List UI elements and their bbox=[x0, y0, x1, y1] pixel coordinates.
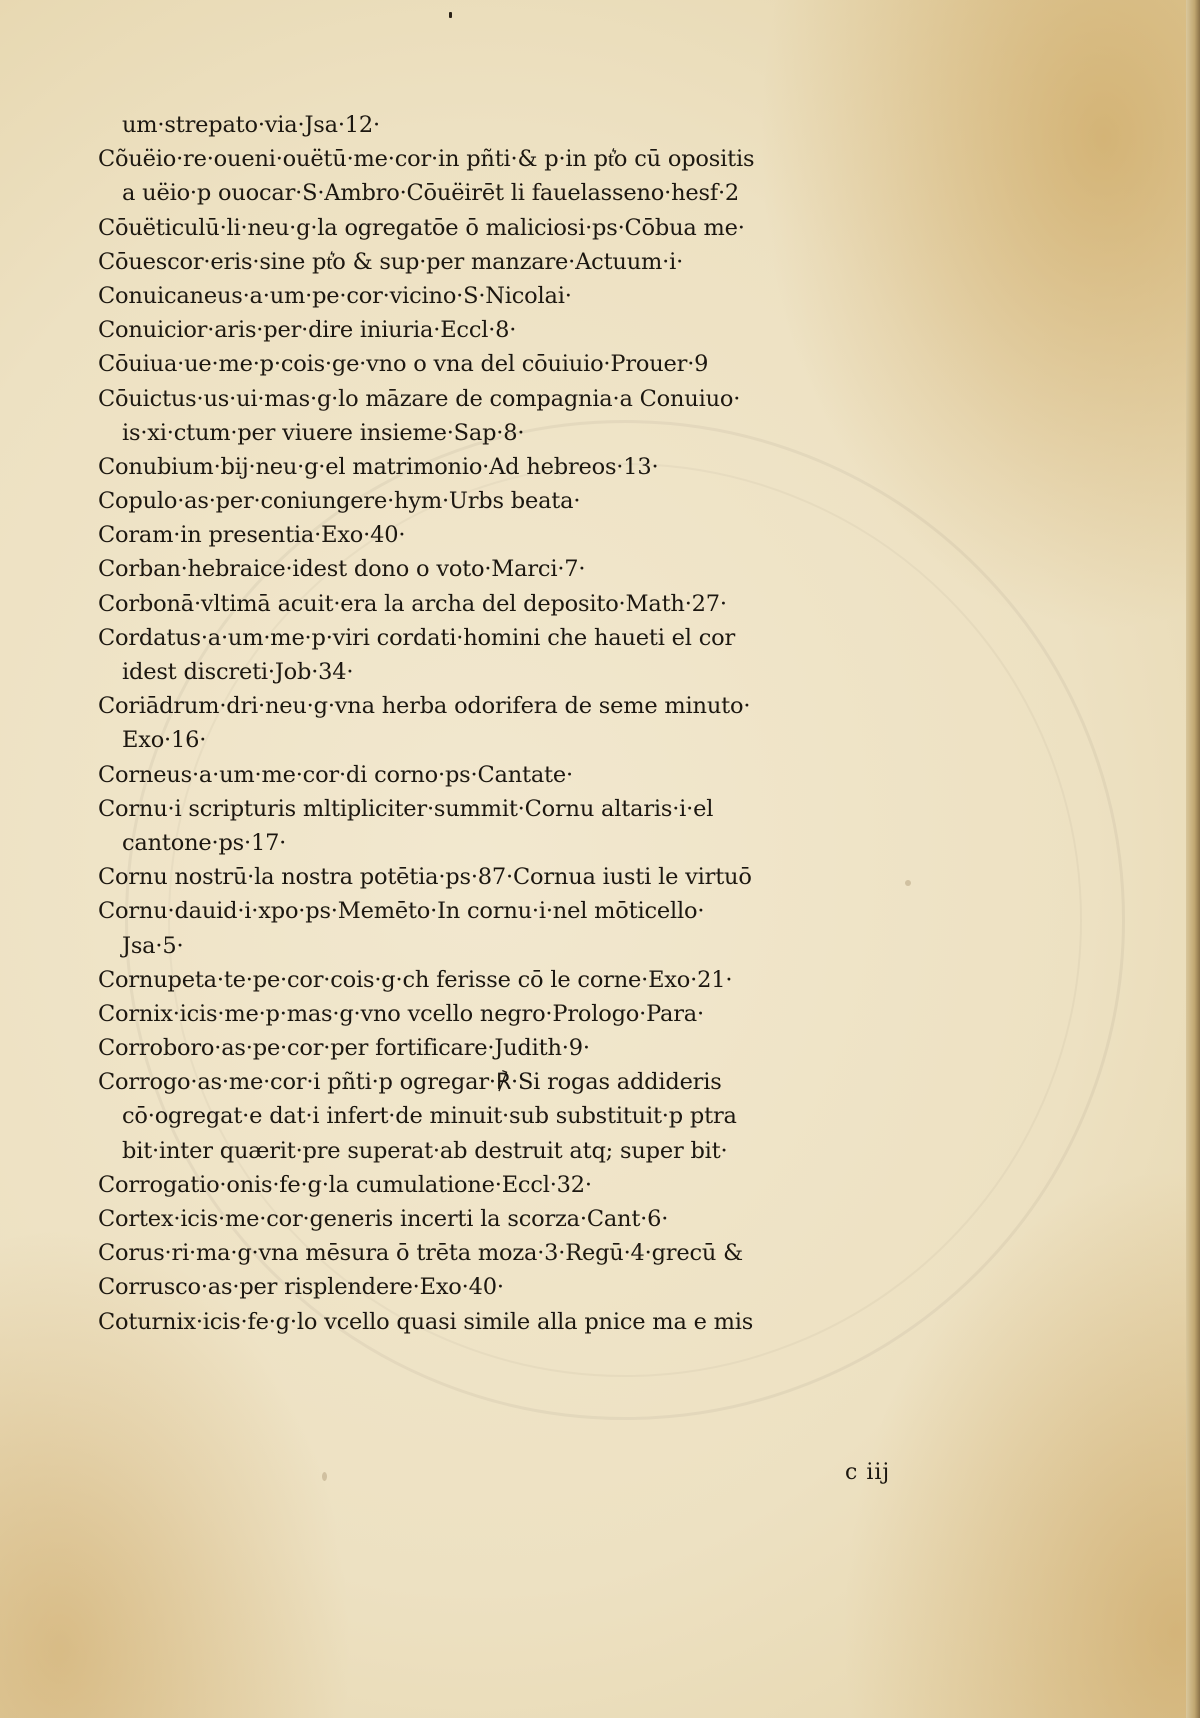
dictionary-entry-line: Corbonā·vltimā acuit·era la archa del deposito·Math·27· bbox=[98, 590, 727, 617]
dictionary-entry-line: Cōuiua·ue·me·p·cois·ge·vno o vna del cōuiuio·Prouer·9 bbox=[98, 351, 709, 378]
dictionary-entry-line: Cortex·icis·me·cor·generis incerti la scorza·Cant·6· bbox=[98, 1206, 669, 1232]
dictionary-entry-line: Corus·ri·ma·g·vna mēsura ō trēta moza·3·Regū·4·grecū & bbox=[98, 1240, 743, 1267]
dictionary-entry-line: Cornu nostrū·la nostra potētia·ps·87·Cornua iusti le virtuō bbox=[98, 864, 752, 891]
dictionary-entry-line: Cordatus·a·um·me·p·viri cordati·homini che haueti el cor bbox=[98, 624, 736, 651]
dictionary-entry-line: Corrogo·as·me·cor·i pñti·p ogregar·℟·Si rogas addideris bbox=[98, 1069, 722, 1096]
dictionary-entry-line: Corrusco·as·per risplendere·Exo·40· bbox=[98, 1274, 504, 1301]
signature-mark: c iij bbox=[845, 1460, 891, 1485]
dictionary-entry-line: Cornix·icis·me·p·mas·g·vno vcello negro·Prologo·Para· bbox=[98, 1000, 704, 1027]
dictionary-entry-line: Corrogatio·onis·fe·g·la cumulatione·Eccl·32· bbox=[98, 1171, 592, 1198]
dictionary-entry-line: Conuicior·aris·per·dire iniuria·Eccl·8· bbox=[98, 317, 517, 344]
dictionary-entry-line: Cōuictus·us·ui·mas·g·lo māzare de compagnia·a Conuiuo· bbox=[98, 385, 741, 412]
dictionary-entry-line: Cornu·dauid·i·xpo·ps·Memēto·In cornu·i·nel mōticello· bbox=[98, 898, 705, 925]
dictionary-entry-line: Exo·16· bbox=[122, 727, 207, 754]
dictionary-entry-line: Conubium·bij·neu·g·el matrimonio·Ad hebreos·13· bbox=[98, 453, 659, 480]
dictionary-entry-line: Copulo·as·per·coniungere·hym·Urbs beata· bbox=[98, 488, 581, 515]
dictionary-entry-line: Coram·in presentia·Exo·40· bbox=[98, 522, 406, 549]
dictionary-entry-line: Coriādrum·dri·neu·g·vna herba odorifera de seme minuto· bbox=[98, 693, 751, 720]
dictionary-entry-line: is·xi·ctum·per viuere insieme·Sap·8· bbox=[122, 419, 525, 446]
dictionary-entry-line: idest discreti·Job·34· bbox=[122, 659, 354, 685]
page-edge bbox=[1186, 0, 1200, 1718]
dictionary-entry-line: Cõuëio·re·oueni·ouëtū·me·cor·in pñti·& p·in pt͛o cū opositis bbox=[98, 146, 755, 173]
dictionary-entry-line: cō·ogregat·e dat·i infert·de minuit·sub substituit·p ptra bbox=[122, 1103, 737, 1130]
dictionary-entry-line: Cōuescor·eris·sine pt͛o & sup·per manzare·Actuum·i· bbox=[98, 248, 684, 275]
dictionary-entry-line: Cornu·i scripturis mltipliciter·summit·Cornu altaris·i·el bbox=[98, 795, 714, 822]
ink-speck bbox=[449, 12, 452, 18]
dictionary-text-block bbox=[98, 108, 983, 1339]
dictionary-entry-line: Corban·hebraice·idest dono o voto·Marci·7· bbox=[98, 556, 586, 583]
dictionary-entry-line: um·strepato·via·Jsa·12· bbox=[122, 112, 380, 138]
foxing-stain bbox=[322, 1472, 327, 1481]
dictionary-entry-line: a uëio·p ouocar·S·Ambro·Cōuëirēt li fauelasseno·hesf·2 bbox=[122, 180, 740, 207]
dictionary-entry-line: Corneus·a·um·me·cor·di corno·ps·Cantate· bbox=[98, 761, 573, 788]
dictionary-entry-line: Jsa·5· bbox=[122, 932, 184, 959]
dictionary-entry-line: Conuicaneus·a·um·pe·cor·vicino·S·Nicolai· bbox=[98, 282, 572, 309]
dictionary-entry-line: Cōuëticulū·li·neu·g·la ogregatōe ō maliciosi·ps·Cōbua me· bbox=[98, 214, 745, 241]
dictionary-entry-line: bit·inter quærit·pre superat·ab destruit atq; super bit· bbox=[122, 1137, 728, 1164]
dictionary-entry-line: Coturnix·icis·fe·g·lo vcello quasi simile alla pnice ma e mis bbox=[98, 1308, 754, 1335]
dictionary-entry-line: Cornupeta·te·pe·cor·cois·g·ch ferisse cō le corne·Exo·21· bbox=[98, 966, 733, 993]
dictionary-entry-line: Corroboro·as·pe·cor·per fortificare·Judith·9· bbox=[98, 1035, 590, 1062]
dictionary-entry-line: cantone·ps·17· bbox=[122, 829, 287, 856]
